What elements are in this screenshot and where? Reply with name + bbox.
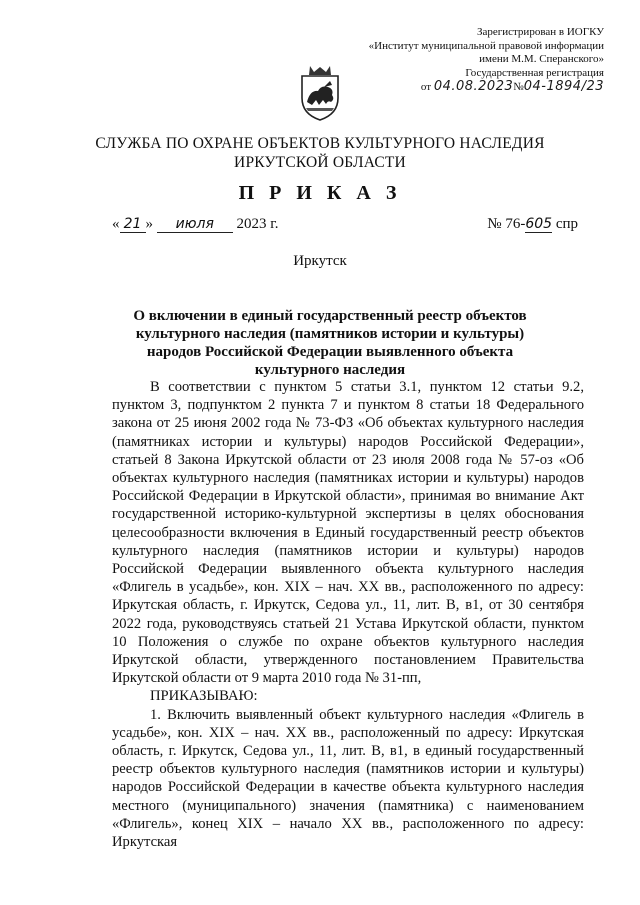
order-number-handwritten: 605	[525, 216, 553, 232]
registration-num-sign: №	[513, 81, 524, 93]
registration-line-1: Зарегистрирован в ИОГКУ	[476, 26, 604, 38]
registration-date: 04.08.2023	[433, 79, 514, 94]
organization-name-line-1: СЛУЖБА ПО ОХРАНЕ ОБЪЕКТОВ КУЛЬТУРНОГО НАСЛЕДИЯ	[95, 135, 545, 152]
registration-number-line	[364, 80, 604, 95]
date-quote-open: «	[112, 216, 120, 232]
registration-line-4: Государственная регистрация	[465, 66, 604, 79]
city: Иркутск	[293, 253, 347, 269]
date-quote-close: »	[145, 216, 153, 232]
order-month: июля	[157, 216, 233, 233]
registration-line-2: «Институт муниципальной правовой информации	[368, 39, 604, 52]
document-type: П Р И К А З	[238, 182, 402, 204]
registration-line-3: имени М.М. Сперанского»	[479, 53, 604, 65]
registration-from: от	[420, 81, 432, 93]
document-title: О включении в единый государственный реестр объектов культурного наследия (памятников истории и культуры) народов Российской Федерации выявленного объекта культурного наследия	[133, 308, 527, 378]
order-number-prefix: № 76-	[487, 216, 526, 232]
order-year: 2023 г.	[236, 216, 279, 232]
registration-number: 04-1894/23	[523, 79, 604, 94]
order-number-suffix: спр	[555, 216, 578, 232]
document-body	[112, 378, 584, 851]
order-day: 21	[120, 216, 146, 233]
preamble-paragraph: В соответствии с пунктом 5 статьи 3.1, пунктом 12 статьи 9.2, пунктом 3, подпунктом 2 пункта 7 и пунктом 8 статьи 18 Федерального закона от 25 июня 2002 года № 73-ФЗ «Об объектах культурного наследия (памятниках истории и культуры) народов Российской Федерации», статьей 8 Закона Иркутской области от 23 июля 2008 года № 57-оз «Об объектах культурного наследия (памятниках истории и культуры) народов Российской Федерации в Иркутской области», принимая во внимание Акт государственной историко-культурной экспертизы в целях обоснования целесообразности включения в Единый государственный реестр объектов культурного наследия (памятников истории и культуры) народов Российской Федерации выявленного объекта культурного наследия «Флигель в усадьбе», кон. XIX – нач. XX вв., расположенного по адресу: Иркутская область, г. Иркутск, Седова ул., 11, лит. В, в1, от 30 сентября 2022 года, руководствуясь статьей 21 Устава Иркутской области, пунктом 10 Положения о службе по охране объектов культурного наследия Иркутской области, утвержденного постановлением Правительства Иркутской области от 9 марта 2010 года № 31-пп,	[112, 379, 584, 687]
organization-name	[80, 134, 560, 172]
coat-of-arms-icon	[298, 64, 342, 122]
order-date	[112, 216, 278, 233]
organization-name-line-2: ИРКУТСКОЙ ОБЛАСТИ	[234, 154, 406, 171]
order-word: ПРИКАЗЫВАЮ:	[150, 688, 258, 705]
registration-stamp	[364, 26, 604, 95]
order-number	[487, 216, 578, 233]
order-item-1: 1. Включить выявленный объект культурного наследия «Флигель в усадьбе», кон. XIX – нач. XX вв., расположенный по адресу: Иркутская область, г. Иркутск, Седова ул., 11, лит. В, в1, в единый государственный реестр объектов культурного наследия (памятников истории и культуры) народов Российской Федерации в качестве объекта культурного наследия местного (муниципального) значения (памятника) с наименованием «Флигель», конец XIX – начало XX вв., расположенного по адресу: Иркутская	[112, 706, 584, 851]
